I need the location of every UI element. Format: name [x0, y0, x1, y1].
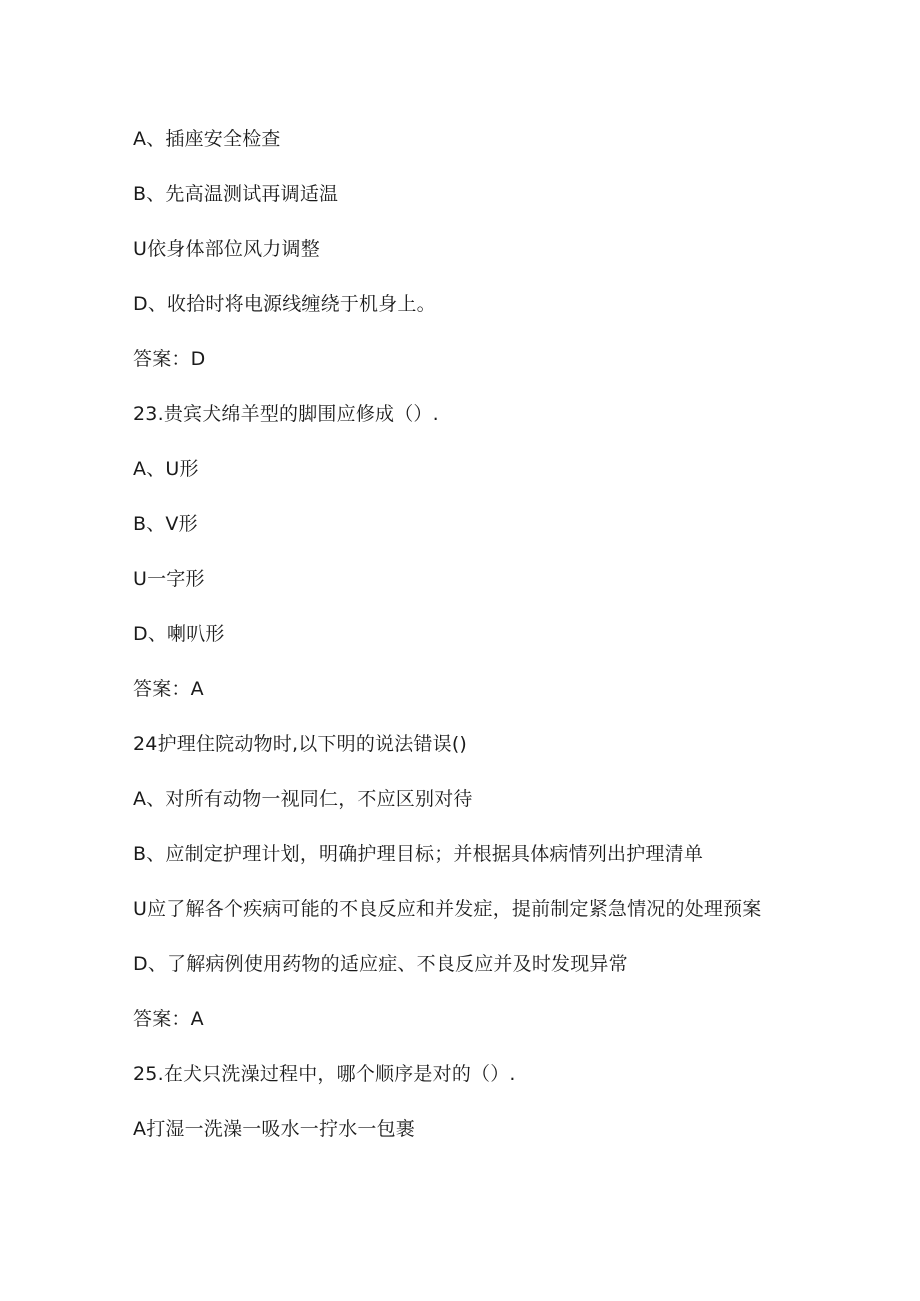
- answer-line: 答案：A: [133, 1008, 204, 1030]
- option-line: U一字形: [133, 568, 205, 590]
- option-line: A、对所有动物一视同仁，不应区别对待: [133, 788, 473, 810]
- option-line: U依身体部位风力调整: [133, 238, 320, 260]
- answer-line: 答案：A: [133, 678, 204, 700]
- option-line: D、喇叭形: [133, 623, 225, 645]
- question-line: 25.在犬只洗澡过程中，哪个顺序是对的（）.: [133, 1063, 516, 1085]
- option-line: B、先高温测试再调适温: [133, 183, 339, 205]
- option-line: B、V形: [133, 513, 198, 535]
- option-line: A、插座安全检查: [133, 128, 281, 150]
- question-line: 23.贵宾犬绵羊型的脚围应修成（）.: [133, 403, 439, 425]
- option-line: B、应制定护理计划，明确护理目标；并根据具体病情列出护理清单: [133, 843, 704, 865]
- option-line: A打湿一洗澡一吸水一拧水一包裹: [133, 1118, 415, 1140]
- answer-line: 答案：D: [133, 348, 206, 370]
- question-line: 24护理住院动物时,以下明的说法错误(): [133, 733, 468, 755]
- option-line: D、了解病例使用药物的适应症、不良反应并及时发现异常: [133, 953, 628, 975]
- option-line: D、收拾时将电源线缠绕于机身上。: [133, 293, 436, 315]
- option-line: A、U形: [133, 458, 199, 480]
- option-line: U应了解各个疾病可能的不良反应和并发症，提前制定紧急情况的处理预案: [133, 898, 762, 920]
